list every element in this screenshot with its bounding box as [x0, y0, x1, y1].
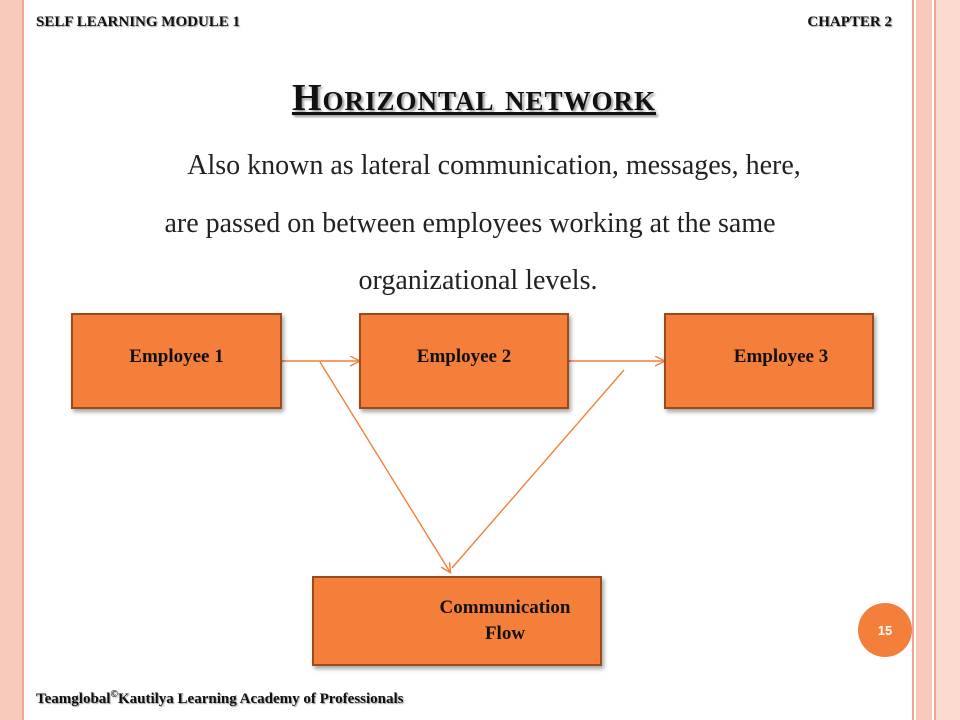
communication-flow-line-1: Communication: [439, 597, 571, 618]
communication-flow-label: [416, 595, 571, 647]
paragraph-line-1: Also known as lateral communication, messages, here,: [187, 150, 801, 181]
chapter-header: CHAPTER 2: [807, 14, 892, 30]
employee-3-label: Employee 3: [733, 346, 829, 367]
copyright-mark: ©: [110, 689, 118, 700]
slide-title: Horizontal network: [291, 77, 657, 119]
page-number-badge: 15: [858, 603, 912, 657]
footer-credit: [36, 689, 404, 708]
module-header: SELF LEARNING MODULE 1: [36, 14, 241, 30]
employee-1-label: Employee 1: [129, 346, 224, 367]
communication-flow-line-2: Flow: [484, 623, 526, 644]
paragraph-line-2: are passed on between employees working at the same: [164, 208, 776, 239]
employee-2-label: Employee 2: [416, 346, 512, 367]
footer-brand: Teamglobal: [36, 691, 111, 707]
employee-3-box: [664, 313, 874, 409]
employee-2-box: [359, 313, 569, 409]
footer-academy: Kautilya Learning Academy of Professionals: [117, 691, 404, 707]
paragraph-line-3: organizational levels.: [358, 265, 598, 296]
employee-1-box: [71, 313, 282, 409]
communication-flow-box: [312, 576, 602, 666]
